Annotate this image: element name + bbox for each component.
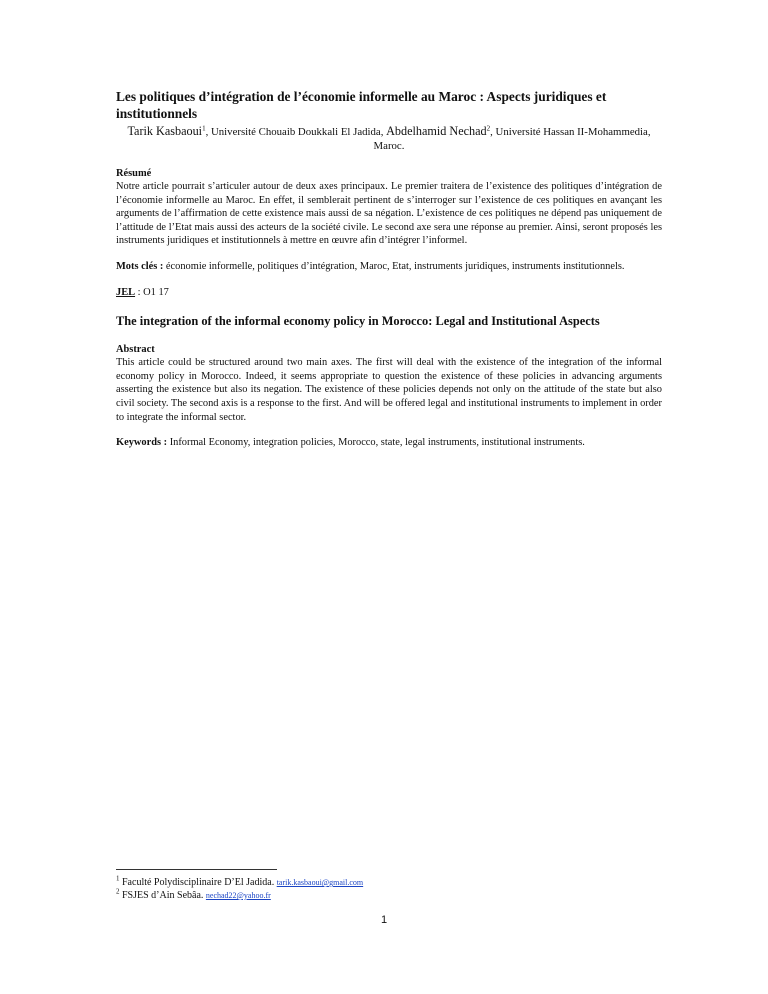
abstract-heading-fr: Résumé: [116, 168, 152, 179]
footnote-number: 2: [116, 887, 120, 896]
footnote-2: [116, 889, 662, 902]
keywords-text-en: Informal Economy, integration policies, Morocco, state, legal instruments, institutional instruments.: [167, 437, 585, 449]
footnote-separator: [116, 869, 277, 870]
jel-label: JEL: [116, 286, 136, 298]
abstract-text-fr: Notre article pourrait s’articuler autour de deux axes principaux. Le premier traitera de l’existence des politiques d’intégration de l’économie informelle au Maroc. En effet, il semblerait pertinent de s’interroger sur l’existence de ces politiques en avançant les arguments de l’affirmation de cette existence mais aussi de sa négation. L’existence de ces politiques ne dépend pas uniquement de l’attitude de l’Etat mais aussi des acteurs de la société civile. Le second axe sera une réponse au premier. Ainsi, seront proposés les instruments juridiques et institutionnels à mettre en œuvre afin d’intégrer l’informel.: [116, 181, 662, 247]
author-2-name: Abdelhamid Nechad: [386, 124, 487, 138]
author-2-footnote-marker: 2: [486, 124, 491, 133]
english-title: The integration of the informal economy policy in Morocco: Legal and Institutional Aspects: [116, 314, 600, 329]
paper-title: Les politiques d’intégration de l’économie informelle au Maroc : Aspects juridiques et institutionnels: [116, 89, 607, 121]
footnote-text: FSJES d’Ain Sebâa.: [119, 890, 206, 901]
keywords-label-fr: Mots clés :: [116, 260, 164, 272]
footnote-number: 1: [116, 874, 120, 883]
keywords-en: [116, 436, 662, 450]
footnotes: [116, 869, 662, 902]
jel-classification: [116, 286, 662, 300]
email-link[interactable]: tarik.kasbaoui@gmail.com: [276, 878, 364, 887]
abstract-heading-en: Abstract: [116, 344, 155, 356]
author-2-affiliation: , Université Hassan II-Mohammedia, Maroc.: [373, 126, 651, 152]
keywords-fr: [116, 260, 662, 274]
author-1-name: Tarik Kasbaoui: [127, 124, 203, 138]
abstract-text-en: This article could be structured around two main axes. The first will deal with the existence of the integration of the informal economy policy in Morocco. Indeed, it seems appropriate to question the existence of these policies in advancing arguments asserting the existence but also its negation. The existence of these policies depends not only on the attitude of the state but also civil society. The second axis is a response to the first. And will be offered legal and institutional instruments to implement in order to integrate the informal sector.: [116, 357, 662, 423]
author-1-footnote-marker: 1: [202, 124, 206, 133]
email-link[interactable]: nechad22@yahoo.fr: [205, 891, 271, 900]
keywords-text-fr: économie informelle, politiques d’intégration, Maroc, Etat, instruments juridiques, instruments institutionnels.: [163, 260, 625, 272]
footnote-1: [116, 876, 662, 889]
author-1-affiliation: , Université Chouaib Doukkali El Jadida,: [205, 126, 387, 138]
jel-code: : O1 17: [135, 286, 169, 298]
keywords-label-en: Keywords :: [116, 437, 168, 449]
main-content: [116, 88, 662, 450]
page-number: 1: [380, 914, 388, 926]
author-line: [116, 124, 662, 153]
footnote-text: Faculté Polydisciplinaire D’El Jadida.: [119, 877, 277, 888]
